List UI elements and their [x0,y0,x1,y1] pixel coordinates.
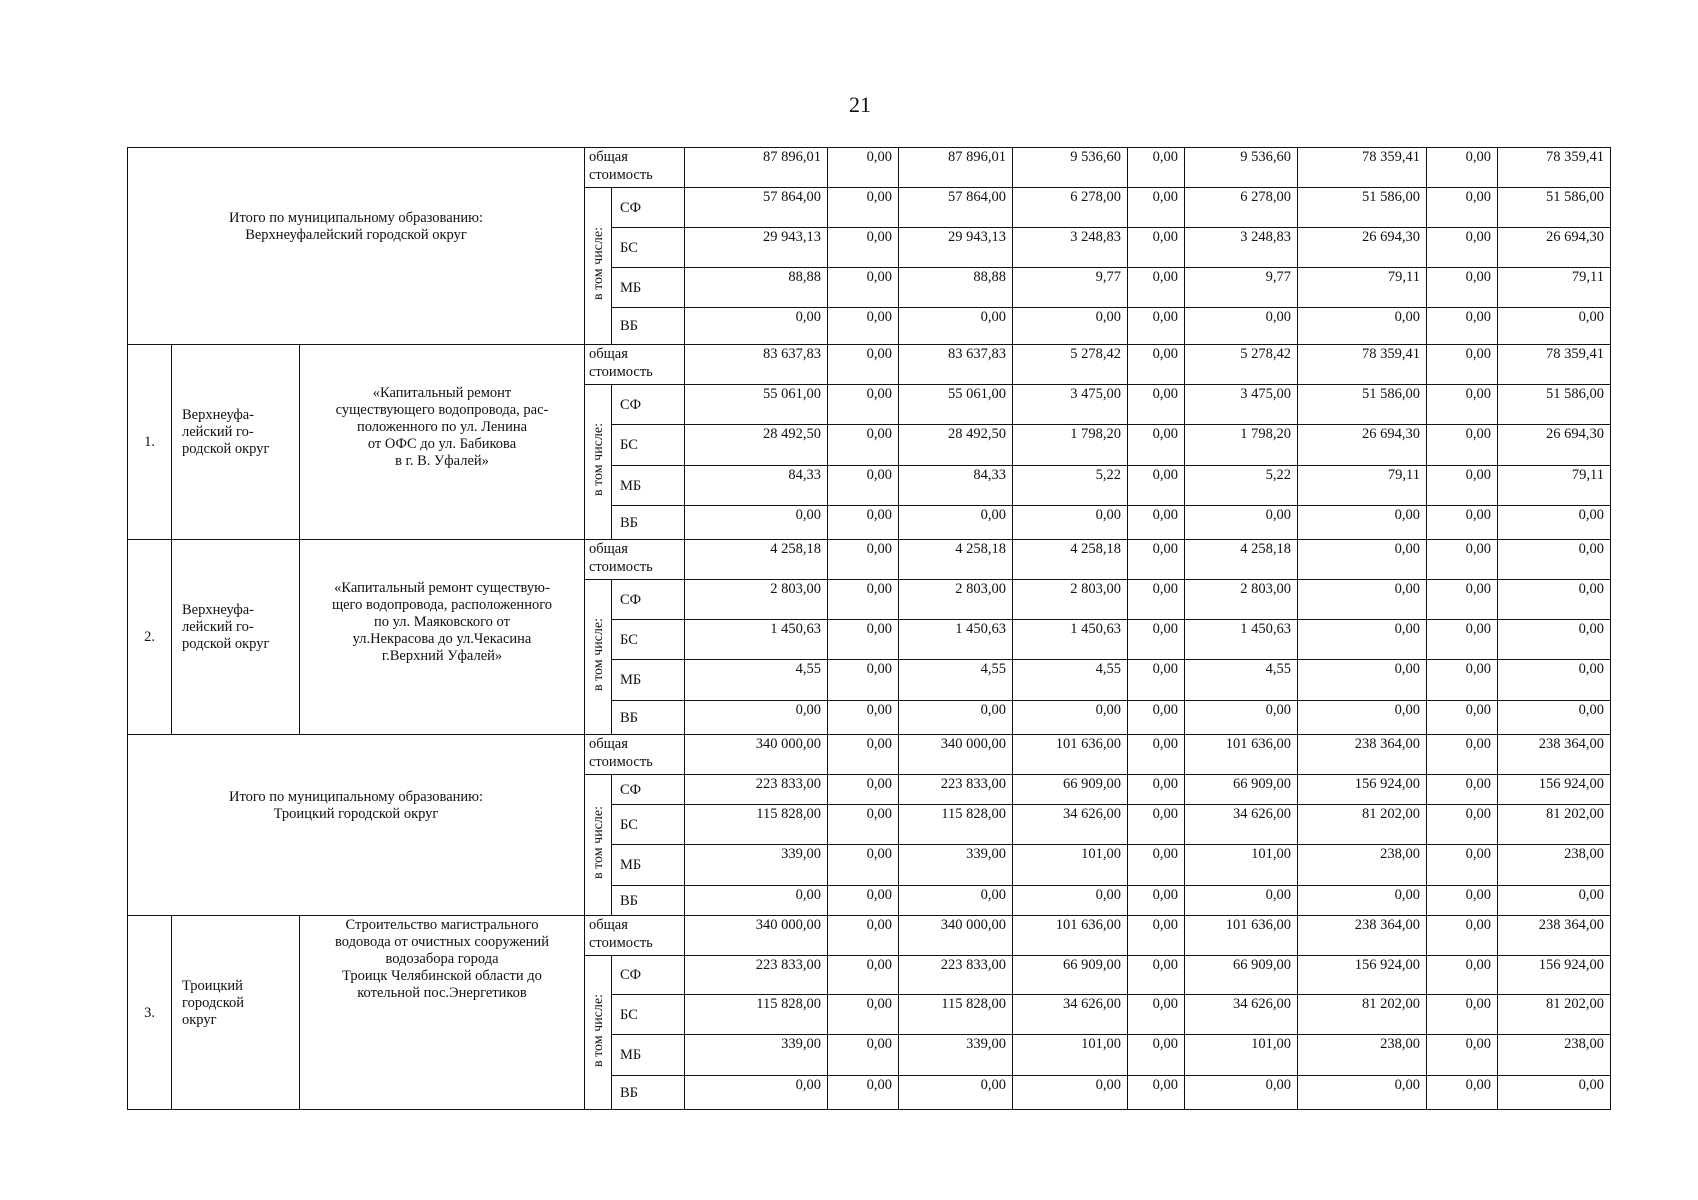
value-cell: 4 258,18 [899,540,1013,580]
value-cell: 4 258,18 [1185,540,1298,580]
funding-source-label: ВБ [612,886,685,916]
value-cell: 0,00 [1128,268,1185,308]
funding-source-label: БС [612,620,685,660]
object-description: «Капитальный ремонт существую- щего водопровода, расположенного по ул. Маяковского от ул.Некрасова до ул.Чекасина г.Верхний Уфалей» [300,540,585,735]
value-cell: 0,00 [1427,580,1498,620]
value-cell: 2 803,00 [1185,580,1298,620]
value-cell: 0,00 [828,228,899,268]
value-cell: 0,00 [1298,308,1427,345]
value-cell: 0,00 [1128,956,1185,995]
including-label [585,580,612,735]
value-cell: 0,00 [1128,1035,1185,1076]
value-cell: 0,00 [828,916,899,956]
value-cell: 51 586,00 [1498,385,1611,425]
value-cell: 0,00 [685,886,828,916]
value-cell: 0,00 [1498,580,1611,620]
value-cell: 0,00 [1427,956,1498,995]
value-cell: 26 694,30 [1298,228,1427,268]
value-cell: 0,00 [1013,308,1128,345]
value-cell: 4,55 [899,660,1013,701]
value-cell: 0,00 [1427,735,1498,775]
value-cell: 51 586,00 [1498,188,1611,228]
value-cell: 0,00 [1185,1076,1298,1110]
value-cell: 115 828,00 [899,805,1013,845]
value-cell: 55 061,00 [899,385,1013,425]
value-cell: 0,00 [899,1076,1013,1110]
value-cell: 1 798,20 [1013,425,1128,466]
value-cell: 0,00 [1128,701,1185,735]
value-cell: 0,00 [828,148,899,188]
value-cell: 0,00 [1427,886,1498,916]
group-total-title: Итого по муниципальному образованию: Троицкий городской округ [128,735,585,916]
value-cell: 0,00 [1427,701,1498,735]
value-cell: 3 248,83 [1185,228,1298,268]
funding-source-label: СФ [612,188,685,228]
value-cell: 0,00 [899,701,1013,735]
value-cell: 238 364,00 [1298,916,1427,956]
value-cell: 1 450,63 [1185,620,1298,660]
funding-source-label: МБ [612,1035,685,1076]
page-number: 21 [849,92,871,117]
value-cell: 0,00 [1427,805,1498,845]
value-cell: 0,00 [1128,540,1185,580]
value-cell: 0,00 [1427,506,1498,540]
value-cell: 81 202,00 [1298,805,1427,845]
value-cell: 238 364,00 [1498,916,1611,956]
including-label [585,385,612,540]
total-cost-label: общая стоимость [585,148,685,188]
value-cell: 223 833,00 [899,956,1013,995]
value-cell: 0,00 [1427,466,1498,506]
value-cell: 0,00 [1128,425,1185,466]
value-cell: 156 924,00 [1498,956,1611,995]
value-cell: 1 450,63 [899,620,1013,660]
including-text: в том числе: [590,227,606,300]
value-cell: 79,11 [1298,466,1427,506]
municipality-name: Троицкий городской округ [172,916,300,1110]
value-cell: 101,00 [1013,1035,1128,1076]
value-cell: 101 636,00 [1013,735,1128,775]
value-cell: 0,00 [1128,735,1185,775]
value-cell: 9,77 [1185,268,1298,308]
including-label [585,775,612,916]
value-cell: 87 896,01 [899,148,1013,188]
value-cell: 115 828,00 [685,805,828,845]
value-cell: 0,00 [1298,506,1427,540]
value-cell: 0,00 [1128,345,1185,385]
value-cell: 238,00 [1298,1035,1427,1076]
value-cell: 88,88 [685,268,828,308]
value-cell: 0,00 [1427,660,1498,701]
value-cell: 55 061,00 [685,385,828,425]
value-cell: 26 694,30 [1498,228,1611,268]
value-cell: 34 626,00 [1013,995,1128,1035]
including-text: в том числе: [590,423,606,496]
value-cell: 81 202,00 [1498,995,1611,1035]
value-cell: 0,00 [685,701,828,735]
funding-source-label: МБ [612,466,685,506]
value-cell: 339,00 [899,845,1013,886]
value-cell: 79,11 [1298,268,1427,308]
value-cell: 83 637,83 [899,345,1013,385]
funding-source-label: СФ [612,580,685,620]
value-cell: 0,00 [1185,506,1298,540]
including-text: в том числе: [590,806,606,879]
value-cell: 0,00 [828,466,899,506]
value-cell: 0,00 [1185,701,1298,735]
value-cell: 0,00 [1498,660,1611,701]
financing-table [127,147,1611,1110]
value-cell: 5 278,42 [1185,345,1298,385]
including-text: в том числе: [590,993,606,1067]
value-cell: 0,00 [1128,148,1185,188]
value-cell: 78 359,41 [1498,148,1611,188]
value-cell: 156 924,00 [1498,775,1611,805]
value-cell: 0,00 [828,886,899,916]
value-cell: 0,00 [1498,308,1611,345]
value-cell: 26 694,30 [1498,425,1611,466]
value-cell: 115 828,00 [899,995,1013,1035]
value-cell: 0,00 [1427,425,1498,466]
funding-source-label: ВБ [612,1076,685,1110]
value-cell: 0,00 [1427,345,1498,385]
value-cell: 66 909,00 [1013,775,1128,805]
value-cell: 238 364,00 [1298,735,1427,775]
value-cell: 101 636,00 [1185,735,1298,775]
value-cell: 0,00 [1013,886,1128,916]
value-cell: 0,00 [1128,845,1185,886]
value-cell: 0,00 [1128,385,1185,425]
value-cell: 0,00 [828,805,899,845]
item-number: 2. [128,540,172,735]
value-cell: 0,00 [1427,385,1498,425]
value-cell: 101,00 [1185,845,1298,886]
value-cell: 0,00 [1298,580,1427,620]
value-cell: 0,00 [1427,916,1498,956]
value-cell: 0,00 [1427,845,1498,886]
value-cell: 29 943,13 [685,228,828,268]
total-cost-label: общая стоимость [585,540,685,580]
value-cell: 51 586,00 [1298,385,1427,425]
value-cell: 340 000,00 [685,916,828,956]
funding-source-label: СФ [612,385,685,425]
municipality-name: Верхнеуфа- лейский го- родской округ [172,540,300,735]
value-cell: 6 278,00 [1185,188,1298,228]
item-number: 3. [128,916,172,1110]
value-cell: 79,11 [1498,466,1611,506]
value-cell: 0,00 [1498,1076,1611,1110]
value-cell: 0,00 [1128,308,1185,345]
value-cell: 0,00 [1427,148,1498,188]
funding-source-label: БС [612,995,685,1035]
value-cell: 223 833,00 [685,956,828,995]
value-cell: 2 803,00 [899,580,1013,620]
value-cell: 0,00 [828,660,899,701]
value-cell: 57 864,00 [685,188,828,228]
value-cell: 0,00 [1128,775,1185,805]
value-cell: 0,00 [1128,580,1185,620]
value-cell: 0,00 [899,506,1013,540]
value-cell: 0,00 [1427,228,1498,268]
value-cell: 0,00 [1427,308,1498,345]
value-cell: 34 626,00 [1185,805,1298,845]
value-cell: 0,00 [1298,660,1427,701]
object-description: «Капитальный ремонт существующего водопровода, рас- положенного по ул. Ленина от ОФС до ул. Бабикова в г. В. Уфалей» [300,345,585,540]
value-cell: 83 637,83 [685,345,828,385]
value-cell: 0,00 [1498,540,1611,580]
value-cell: 0,00 [685,506,828,540]
value-cell: 87 896,01 [685,148,828,188]
value-cell: 28 492,50 [685,425,828,466]
value-cell: 34 626,00 [1013,805,1128,845]
value-cell: 3 475,00 [1185,385,1298,425]
table-row-total-cost [128,345,1611,385]
value-cell: 84,33 [685,466,828,506]
value-cell: 0,00 [1013,1076,1128,1110]
value-cell: 4 258,18 [685,540,828,580]
funding-source-label: ВБ [612,701,685,735]
value-cell: 238,00 [1498,845,1611,886]
value-cell: 0,00 [1128,916,1185,956]
value-cell: 26 694,30 [1298,425,1427,466]
value-cell: 51 586,00 [1298,188,1427,228]
value-cell: 0,00 [1427,188,1498,228]
value-cell: 78 359,41 [1298,345,1427,385]
value-cell: 0,00 [1427,1035,1498,1076]
value-cell: 223 833,00 [685,775,828,805]
value-cell: 0,00 [828,735,899,775]
funding-source-label: СФ [612,775,685,805]
total-cost-label: общая стоимость [585,735,685,775]
funding-source-label: БС [612,425,685,466]
value-cell: 0,00 [1128,886,1185,916]
value-cell: 57 864,00 [899,188,1013,228]
value-cell: 4 258,18 [1013,540,1128,580]
value-cell: 0,00 [1427,1076,1498,1110]
value-cell: 0,00 [1427,268,1498,308]
value-cell: 0,00 [828,956,899,995]
municipality-name: Верхнеуфа- лейский го- родской округ [172,345,300,540]
value-cell: 339,00 [899,1035,1013,1076]
funding-source-label: МБ [612,660,685,701]
value-cell: 3 248,83 [1013,228,1128,268]
table-row-total-cost [128,540,1611,580]
value-cell: 238,00 [1298,845,1427,886]
funding-source-label: ВБ [612,506,685,540]
value-cell: 0,00 [828,775,899,805]
value-cell: 66 909,00 [1013,956,1128,995]
value-cell: 66 909,00 [1185,775,1298,805]
value-cell: 340 000,00 [899,916,1013,956]
item-number: 1. [128,345,172,540]
value-cell: 0,00 [1298,701,1427,735]
funding-source-label: МБ [612,268,685,308]
value-cell: 339,00 [685,845,828,886]
value-cell: 1 450,63 [685,620,828,660]
value-cell: 339,00 [685,1035,828,1076]
value-cell: 66 909,00 [1185,956,1298,995]
value-cell: 0,00 [1013,701,1128,735]
value-cell: 0,00 [828,580,899,620]
table-row-total-cost [128,735,1611,775]
value-cell: 0,00 [1185,308,1298,345]
value-cell: 0,00 [828,345,899,385]
value-cell: 101,00 [1013,845,1128,886]
value-cell: 340 000,00 [685,735,828,775]
value-cell: 4,55 [685,660,828,701]
value-cell: 84,33 [899,466,1013,506]
value-cell: 0,00 [828,540,899,580]
value-cell: 0,00 [828,188,899,228]
value-cell: 81 202,00 [1298,995,1427,1035]
total-cost-label: общая стоимость [585,916,685,956]
including-label [585,956,612,1110]
value-cell: 0,00 [1128,188,1185,228]
value-cell: 9,77 [1013,268,1128,308]
value-cell: 0,00 [1128,228,1185,268]
group-total-title: Итого по муниципальному образованию: Верхнеуфалейский городской округ [128,148,585,345]
value-cell: 0,00 [1128,660,1185,701]
value-cell: 88,88 [899,268,1013,308]
funding-source-label: БС [612,228,685,268]
value-cell: 156 924,00 [1298,775,1427,805]
value-cell: 28 492,50 [899,425,1013,466]
value-cell: 0,00 [1185,886,1298,916]
value-cell: 81 202,00 [1498,805,1611,845]
value-cell: 0,00 [899,886,1013,916]
value-cell: 0,00 [1498,886,1611,916]
value-cell: 0,00 [1498,620,1611,660]
value-cell: 3 475,00 [1013,385,1128,425]
value-cell: 0,00 [1298,540,1427,580]
value-cell: 4,55 [1013,660,1128,701]
value-cell: 0,00 [828,425,899,466]
object-description: Строительство магистрального водовода от очистных сооружений водозабора города Троицк Челябинской области до котельной пос.Энергетиков [300,916,585,1110]
value-cell: 5 278,42 [1013,345,1128,385]
value-cell: 0,00 [1128,506,1185,540]
total-cost-label: общая стоимость [585,345,685,385]
value-cell: 0,00 [1298,620,1427,660]
value-cell: 0,00 [1128,995,1185,1035]
value-cell: 78 359,41 [1498,345,1611,385]
value-cell: 0,00 [1498,506,1611,540]
value-cell: 238,00 [1498,1035,1611,1076]
value-cell: 5,22 [1185,466,1298,506]
value-cell: 0,00 [828,1076,899,1110]
value-cell: 0,00 [1128,466,1185,506]
value-cell: 4,55 [1185,660,1298,701]
value-cell: 101,00 [1185,1035,1298,1076]
value-cell: 0,00 [1427,995,1498,1035]
including-label [585,188,612,345]
value-cell: 0,00 [828,308,899,345]
value-cell: 9 536,60 [1185,148,1298,188]
value-cell: 34 626,00 [1185,995,1298,1035]
value-cell: 0,00 [828,701,899,735]
value-cell: 0,00 [828,1035,899,1076]
value-cell: 0,00 [828,385,899,425]
value-cell: 238 364,00 [1498,735,1611,775]
value-cell: 0,00 [1298,886,1427,916]
value-cell: 0,00 [828,995,899,1035]
value-cell: 156 924,00 [1298,956,1427,995]
value-cell: 0,00 [1427,775,1498,805]
value-cell: 0,00 [1128,805,1185,845]
value-cell: 0,00 [828,620,899,660]
funding-source-label: ВБ [612,308,685,345]
value-cell: 0,00 [1427,620,1498,660]
funding-source-label: СФ [612,956,685,995]
table-row-total-cost [128,148,1611,188]
value-cell: 0,00 [828,845,899,886]
value-cell: 0,00 [1013,506,1128,540]
value-cell: 101 636,00 [1013,916,1128,956]
value-cell: 29 943,13 [899,228,1013,268]
value-cell: 0,00 [828,506,899,540]
funding-source-label: БС [612,805,685,845]
table-row-total-cost [128,916,1611,956]
including-text: в том числе: [590,618,606,691]
value-cell: 78 359,41 [1298,148,1427,188]
value-cell: 101 636,00 [1185,916,1298,956]
value-cell: 2 803,00 [685,580,828,620]
value-cell: 0,00 [828,268,899,308]
value-cell: 223 833,00 [899,775,1013,805]
funding-source-label: МБ [612,845,685,886]
value-cell: 115 828,00 [685,995,828,1035]
value-cell: 9 536,60 [1013,148,1128,188]
value-cell: 0,00 [685,1076,828,1110]
value-cell: 0,00 [685,308,828,345]
value-cell: 1 450,63 [1013,620,1128,660]
value-cell: 0,00 [899,308,1013,345]
value-cell: 0,00 [1498,701,1611,735]
value-cell: 0,00 [1298,1076,1427,1110]
value-cell: 0,00 [1128,1076,1185,1110]
value-cell: 5,22 [1013,466,1128,506]
value-cell: 340 000,00 [899,735,1013,775]
value-cell: 6 278,00 [1013,188,1128,228]
value-cell: 2 803,00 [1013,580,1128,620]
value-cell: 1 798,20 [1185,425,1298,466]
value-cell: 79,11 [1498,268,1611,308]
value-cell: 0,00 [1427,540,1498,580]
value-cell: 0,00 [1128,620,1185,660]
